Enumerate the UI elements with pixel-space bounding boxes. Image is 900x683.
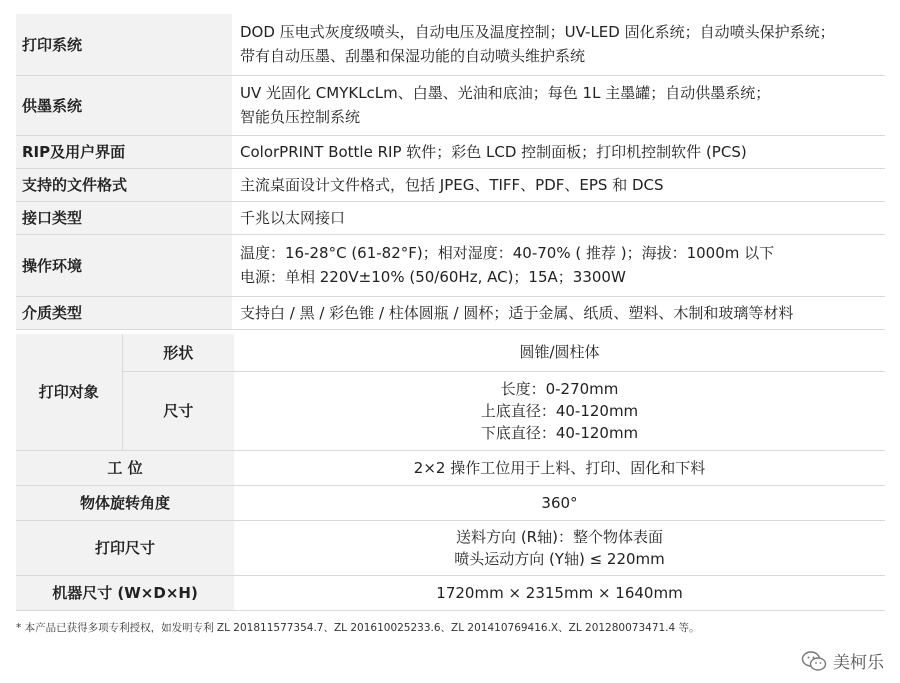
spec-value-line: 主流桌面设计文件格式，包括 JPEG、TIFF、PDF、EPS 和 DCS [240,175,664,194]
size-label: 尺寸 [122,371,234,450]
spec-value-line: 千兆以太网接口 [240,208,346,227]
spec-value-line: 温度：16-28°C (61-82°F)；相对湿度：40-70% ( 推荐 )；海拔：1000m 以下 [240,244,775,262]
spec-value [232,135,885,168]
print-size-line: 喷头运动方向 (Y轴) ≤ 220mm [454,549,665,568]
spec-value [232,168,885,201]
print-size-value [234,520,885,575]
machine-size-value: 1720mm × 2315mm × 1640mm [234,575,885,610]
spec-label: 打印系统 [16,14,232,75]
size-value-line: 下底直径：40-120mm [480,423,639,442]
spec-row-print-system [16,14,885,75]
rotation-label: 物体旋转角度 [16,485,234,520]
spec-value-line: 智能负压控制系统 [240,108,361,126]
spec-value [232,234,885,296]
machine-size-row [16,575,885,610]
print-object-shape-row [16,334,885,371]
shape-value: 圆锥/圆柱体 [234,334,885,371]
spec-value-line: 支持白 / 黑 / 彩色锥 / 柱体圆瓶 / 圆杯；适于金属、纸质、塑料、木制和玻璃等材料 [240,303,794,322]
size-value-line: 长度：0-270mm [500,379,619,398]
size-value-line: 上底直径：40-120mm [480,401,639,420]
wechat-icon [801,650,827,672]
print-size-line: 送料方向 (R轴)：整个物体表面 [456,527,663,546]
spec-value-line: ColorPRINT Bottle RIP 软件；彩色 LCD 控制面板；打印机控制软件 (PCS) [240,142,747,161]
spec-row-rip [16,135,885,168]
spec-value [232,201,885,234]
spec-row-file-formats [16,168,885,201]
spec-row-interface [16,201,885,234]
spec-label: 接口类型 [16,201,232,234]
spec-label: 供墨系统 [16,75,232,135]
workstation-value: 2×2 操作工位用于上料、打印、固化和下料 [234,450,885,485]
patent-footnote: * 本产品已获得多项专利授权，如发明专利 ZL 201811577354.7、ZL 201610025233.6、ZL 201410769416.X、ZL 201280073471.4 等。 [16,622,700,634]
spec-value [232,296,885,329]
print-object-label: 打印对象 [16,334,122,450]
watermark [801,648,884,673]
rotation-value: 360° [234,485,885,520]
workstation-row [16,450,885,485]
spec-label: RIP及用户界面 [16,135,232,168]
spec-row-media [16,296,885,329]
watermark-text: 美柯乐 [833,653,884,673]
size-value [234,371,885,450]
spec-label: 介质类型 [16,296,232,329]
spec-value [232,75,885,135]
spec-value-line: 电源：单相 220V±10% (50/60Hz, AC)；15A；3300W [240,268,626,286]
machine-size-label: 机器尺寸 (W×D×H) [16,575,234,610]
spec-value [232,14,885,75]
spec-label: 支持的文件格式 [16,168,232,201]
rotation-row [16,485,885,520]
spec-row-environment [16,234,885,296]
spec-value-line: 带有自动压墨、刮墨和保湿功能的自动喷头维护系统 [240,47,586,66]
print-size-row [16,520,885,575]
spec-label: 操作环境 [16,234,232,296]
spec-table [16,14,885,330]
spec-row-ink-system [16,75,885,135]
workstation-label: 工 位 [16,450,234,485]
shape-label: 形状 [122,334,234,371]
spec-value-line: DOD 压电式灰度级喷头，自动电压及温度控制；UV-LED 固化系统；自动喷头保护系统； [240,23,835,42]
print-size-label: 打印尺寸 [16,520,234,575]
print-object-size-row [16,371,885,450]
print-object-table [16,334,885,611]
spec-value-line: UV 光固化 CMYKLcLm、白墨、光油和底油；每色 1L 主墨罐；自动供墨系统； [240,84,771,102]
